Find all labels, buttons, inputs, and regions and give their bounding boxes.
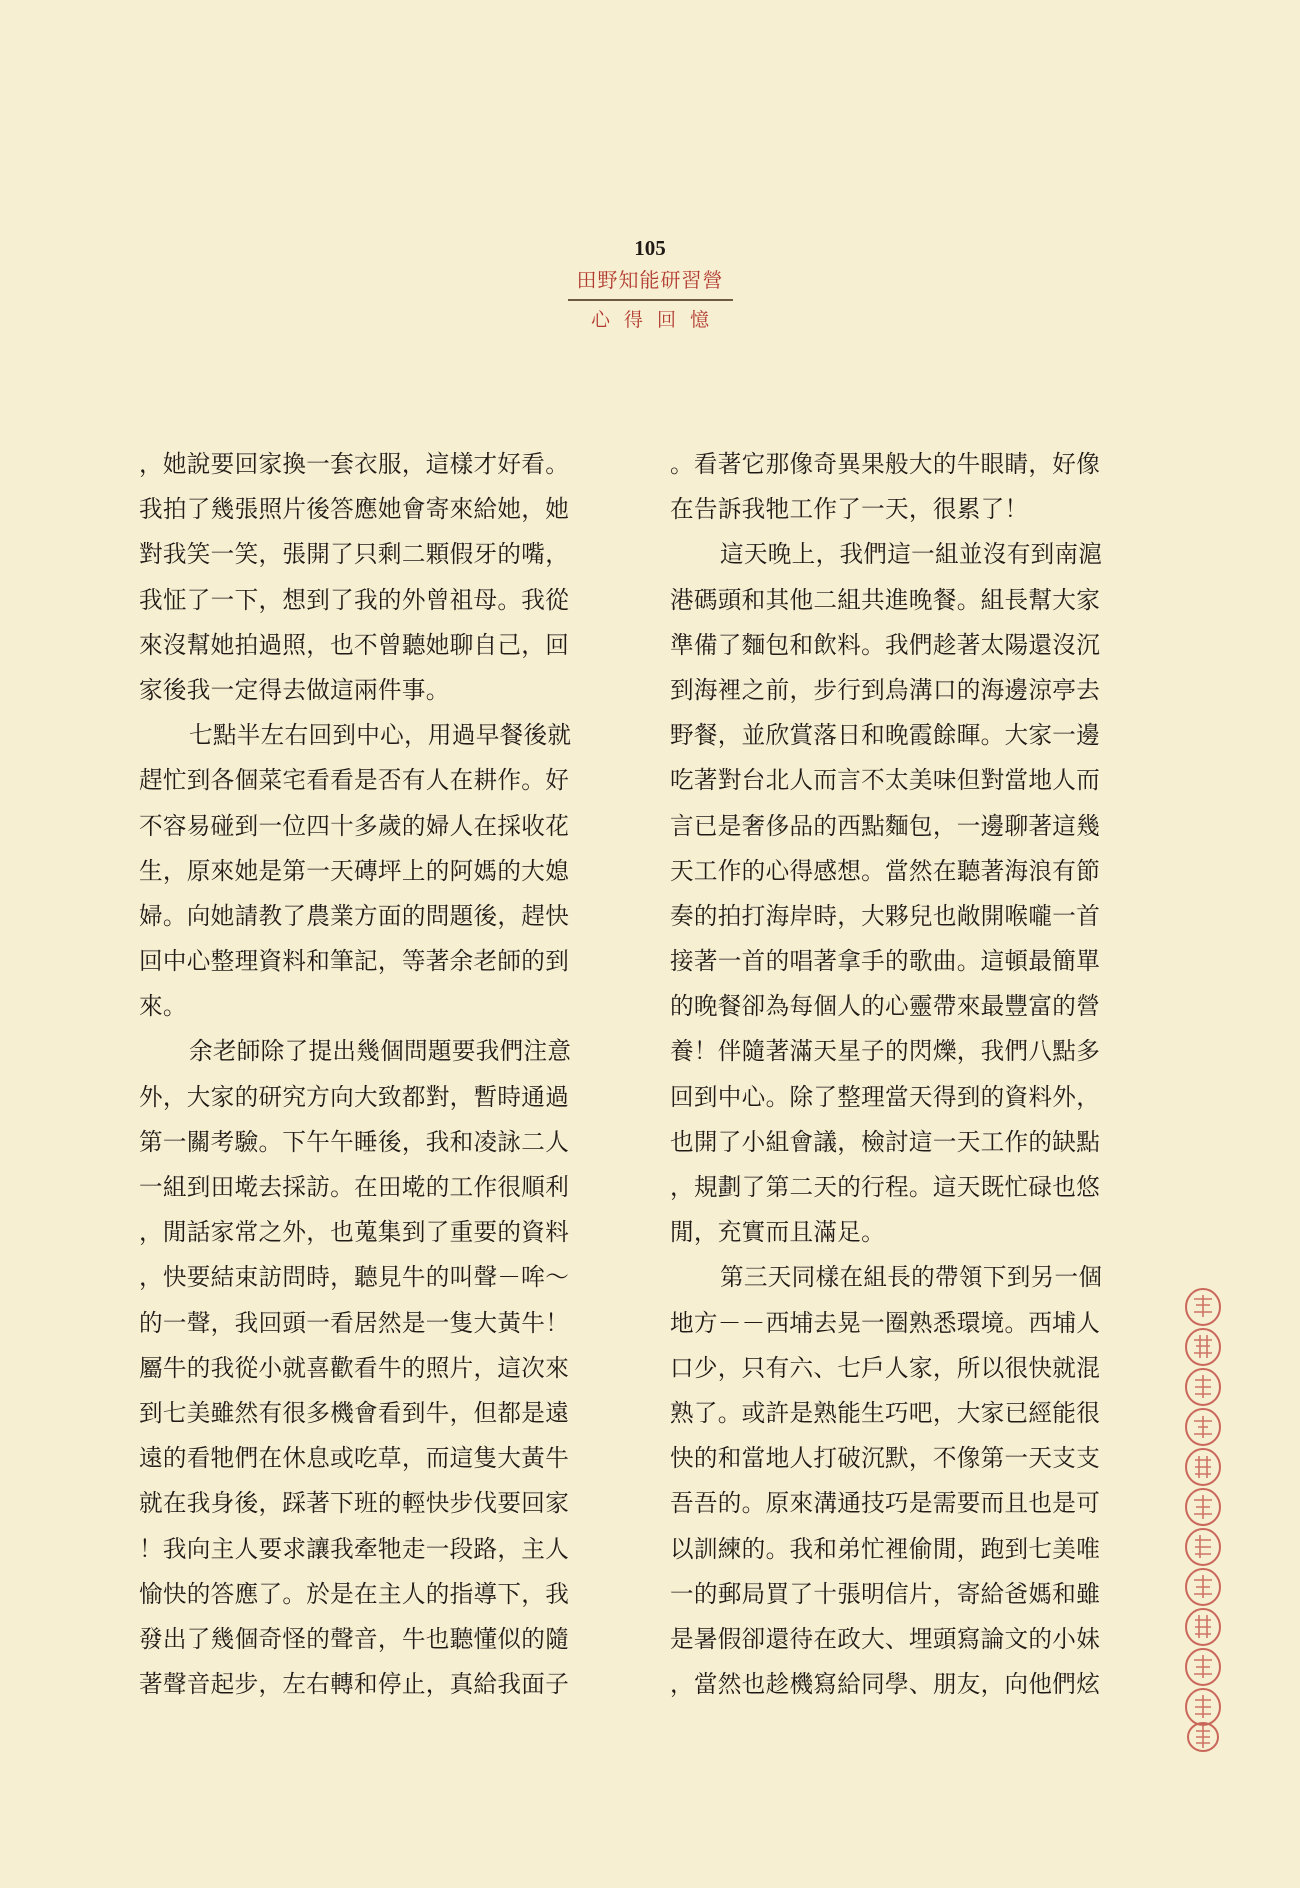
text-line: 養！伴隨著滿天星子的閃爍，我們八點多 <box>670 1037 1101 1066</box>
header-title: 田野知能研習營 <box>568 266 733 301</box>
text-line: 天工作的心得感想。當然在聽著海浪有節 <box>670 856 1101 885</box>
text-line: 野餐，並欣賞落日和晚霞餘暉。大家一邊 <box>670 721 1101 750</box>
paragraph-first-line: 余老師除了提出幾個問題要我們注意 <box>189 1037 572 1066</box>
text-line: 接著一首的唱著拿手的歌曲。這頓最簡單 <box>670 947 1101 976</box>
text-line: 閒，充實而且滿足。 <box>670 1218 886 1247</box>
paragraph-first-line: 這天晚上，我們這一組並沒有到南滬 <box>720 540 1103 569</box>
text-line: 也開了小組會議，檢討這一天工作的缺點 <box>670 1127 1101 1156</box>
text-line: 。看著它那像奇異果般大的牛眼睛，好像 <box>670 450 1101 478</box>
text-line: 屬牛的我從小就喜歡看牛的照片，這次來 <box>139 1353 570 1382</box>
text-line: 吃著對台北人而言不太美味但對當地人而 <box>670 766 1101 795</box>
left-text-column <box>139 442 624 1707</box>
page-header <box>0 232 1300 333</box>
text-line: 我拍了幾張照片後答應她會寄來給她，她 <box>139 495 570 524</box>
text-line: 不容易碰到一位四十多歲的婦人在採收花 <box>139 811 570 840</box>
text-line: 家後我一定得去做這兩件事。 <box>139 675 450 704</box>
text-line: 外，大家的研究方向大致都對，暫時通過 <box>139 1082 570 1111</box>
text-line: 到七美雖然有很多機會看到牛，但都是遠 <box>139 1398 570 1427</box>
text-line: 到海裡之前，步行到烏溝口的海邊涼亭去 <box>670 675 1101 704</box>
text-line: 一組到田墘去採訪。在田墘的工作很順利 <box>139 1173 570 1201</box>
text-line: 以訓練的。我和弟忙裡偷閒，跑到七美唯 <box>670 1534 1101 1563</box>
paragraph-first-line: 七點半左右回到中心，用過早餐後就 <box>189 721 572 750</box>
text-line: ，閒話家常之外，也蒐集到了重要的資料 <box>139 1218 570 1247</box>
text-line: 趕忙到各個菜宅看看是否有人在耕作。好 <box>139 766 570 795</box>
text-line: ，快要結束訪問時，聽見牛的叫聲－哞～ <box>139 1263 570 1292</box>
text-line: 回到中心。除了整理當天得到的資料外， <box>670 1082 1101 1111</box>
text-line: ，規劃了第二天的行程。這天既忙碌也悠 <box>670 1173 1101 1201</box>
text-line: 港碼頭和其他二組共進晚餐。組長幫大家 <box>670 585 1101 614</box>
text-line: 熟了。或許是熟能生巧吧，大家已經能很 <box>670 1398 1101 1427</box>
text-line: 一的郵局買了十張明信片，寄給爸媽和雖 <box>670 1579 1101 1608</box>
seal-stamp-strip-icon <box>1180 1285 1226 1755</box>
text-line: 來沒幫她拍過照，也不曾聽她聊自己，回 <box>139 630 570 659</box>
page-number: 105 <box>634 236 666 260</box>
text-line: ！我向主人要求讓我牽牠走一段路，主人 <box>139 1534 570 1563</box>
text-line: 吾吾的。原來溝通技巧是需要而且也是可 <box>670 1489 1101 1518</box>
text-line: 快的和當地人打破沉默，不像第一天支支 <box>670 1444 1101 1473</box>
text-line: ，她說要回家換一套衣服，這樣才好看。 <box>139 450 570 478</box>
text-line: 言已是奢侈品的西點麵包，一邊聊著這幾 <box>670 811 1101 840</box>
text-line: 的晚餐卻為每個人的心靈帶來最豐富的營 <box>670 992 1101 1021</box>
header-subtitle: 心得回憶 <box>590 309 723 331</box>
text-line: 我怔了一下，想到了我的外曾祖母。我從 <box>139 585 570 614</box>
text-line: 著聲音起步，左右轉和停止，真給我面子 <box>139 1670 570 1699</box>
text-line: 是暑假卻還待在政大、埋頭寫論文的小妹 <box>670 1624 1101 1653</box>
text-line: 愉快的答應了。於是在主人的指導下，我 <box>139 1579 570 1608</box>
text-line: 的一聲，我回頭一看居然是一隻大黃牛！ <box>139 1308 570 1337</box>
text-line: 在告訴我牠工作了一天，很累了！ <box>670 495 1029 524</box>
text-line: 奏的拍打海岸時，大夥兒也敞開喉嚨一首 <box>670 901 1101 930</box>
text-line: 口少，只有六、七戶人家，所以很快就混 <box>670 1353 1101 1382</box>
text-line: 地方－－西埔去晃一圈熟悉環境。西埔人 <box>670 1308 1101 1337</box>
text-line: 婦。向她請教了農業方面的問題後，趕快 <box>139 901 570 930</box>
right-text-column <box>670 442 1155 1707</box>
paragraph-first-line: 第三天同樣在組長的帶領下到另一個 <box>720 1263 1103 1292</box>
text-line: 第一關考驗。下午午睡後，我和凌詠二人 <box>139 1127 570 1156</box>
text-line: 對我笑一笑，張開了只剩二顆假牙的嘴， <box>139 540 570 569</box>
text-line: 生，原來她是第一天磚坪上的阿媽的大媳 <box>139 856 570 885</box>
text-line: 準備了麵包和飲料。我們趁著太陽還沒沉 <box>670 630 1101 659</box>
text-line: 發出了幾個奇怪的聲音，牛也聽懂似的隨 <box>139 1624 570 1653</box>
text-line: ，當然也趁機寫給同學、朋友，向他們炫 <box>670 1670 1101 1699</box>
text-line: 遠的看牠們在休息或吃草，而這隻大黃牛 <box>139 1444 570 1473</box>
text-line: 來。 <box>139 992 187 1021</box>
text-line: 就在我身後，踩著下班的輕快步伐要回家 <box>139 1489 570 1518</box>
text-line: 回中心整理資料和筆記，等著余老師的到 <box>139 947 570 976</box>
